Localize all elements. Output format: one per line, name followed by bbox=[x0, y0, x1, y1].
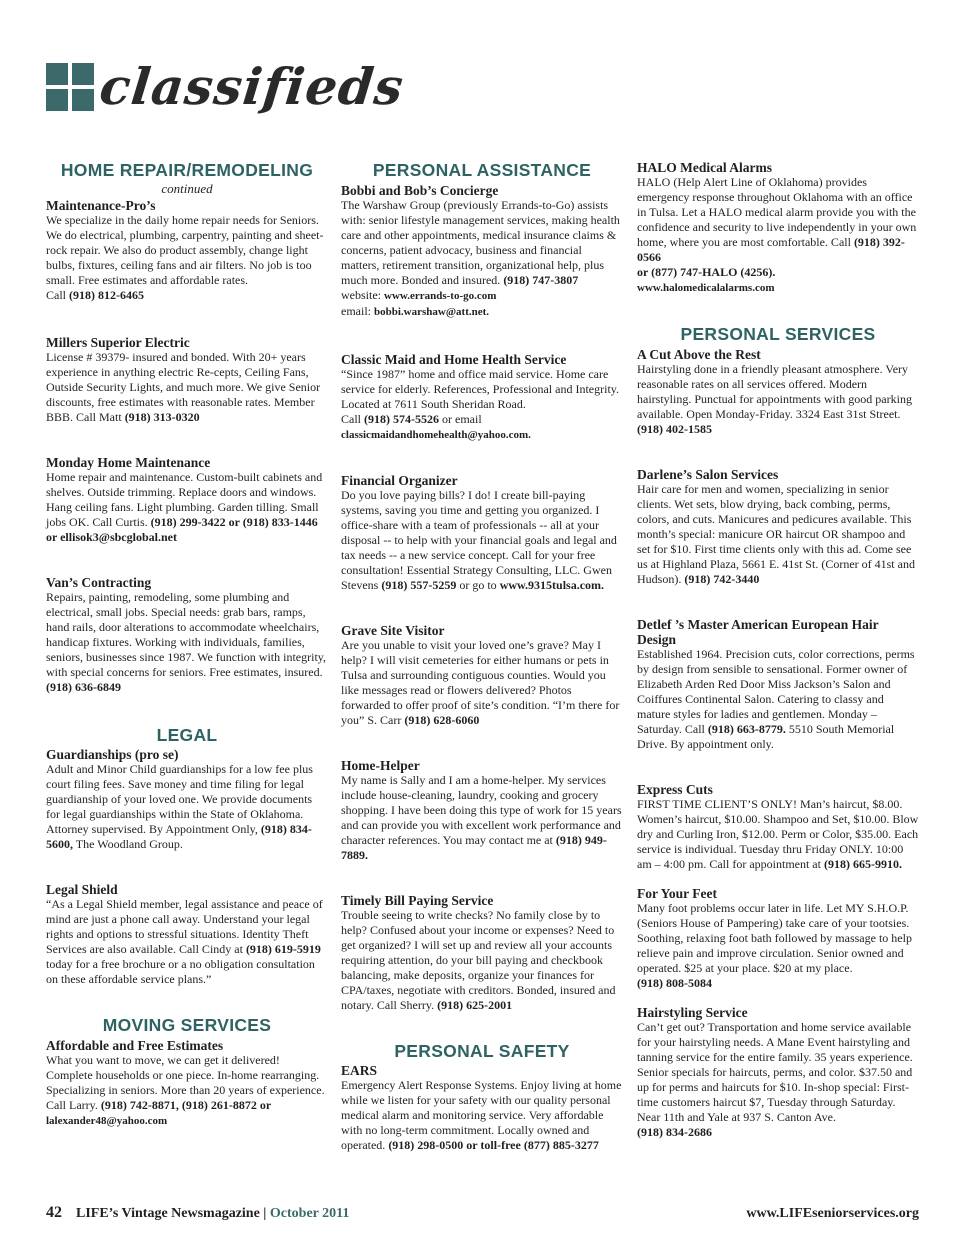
phone-number: (918) 808-5084 bbox=[637, 975, 712, 990]
listing-title: Maintenance-Pro’s bbox=[46, 197, 156, 213]
listing-body: “As a Legal Shield member, legal assistance and peace of mind are just a phone call away. Understand your legal rights and options to stressful situations. Identity Theft Services are also available. Call Cindy at (918) 619-5919 today for a free brochure or a no obligation consultation on these affordable service plans.” bbox=[46, 897, 323, 986]
website-link: www.halomedicalalarms.com bbox=[637, 282, 775, 294]
listing bbox=[341, 1063, 623, 1153]
listing-title: Darlene’s Salon Services bbox=[637, 466, 779, 482]
section-heading: MOVING SERVICES bbox=[102, 1015, 272, 1035]
listing-body: Home repair and maintenance. Custom-built cabinets and shelves. Outside trimming. Replace doors and windows. Hang ceiling fans. Light plumbing. Garden tilling. Small jobs OK. Call Curtis. (918) 299-3422 or (918) 833-1446 or ellisok3@sbcglobal.net bbox=[46, 469, 323, 544]
page-number: 42 bbox=[46, 1204, 62, 1221]
grid-logo-icon bbox=[46, 63, 94, 111]
listing-body: What you want to move, we can get it delivered! Complete households or one piece. In-home rearranging. Specializing in seniors. More than 20 years of experience. Call Larry. (918) 742-8871, (918) 261-8872 or lalexander48@yahoo.com bbox=[46, 1052, 325, 1127]
listing bbox=[637, 160, 919, 296]
listing-body: Many foot problems occur later in life. Let MY S.H.O.P. (Seniors House of Pampering) take care of your tootsies. Soothing, relaxing foot bath followed by massage to help relieve pain and improve circulation. Senior owned and operated. $25 at your place. $20 at my place. (918) 808-5084 bbox=[637, 900, 912, 990]
listing bbox=[46, 575, 328, 695]
listing-title: Home-Helper bbox=[341, 757, 420, 773]
phone-number: (918) 834-2686 bbox=[637, 1124, 712, 1139]
listing-title: Monday Home Maintenance bbox=[46, 454, 211, 470]
listing-body: License # 39379- insured and bonded. With 20+ years experience in anything electric Re-cepts, Ceiling Fans, Outside Security Lights, and much more. We give Senior discounts, free estimates with reasonable rates. Member BBB. Call Matt (918) 313-0320 bbox=[46, 349, 321, 424]
page-title: classifieds bbox=[96, 57, 407, 116]
email-address: classicmaidandhomehealth@yahoo.com. bbox=[341, 428, 531, 441]
listing-body: The Warshaw Group (previously Errands-to-Go) assists with: senior lifestyle management services, making health care and other appointments, medical insurance claims & concerns, patient advocacy, business and financial matters, retirement transition, organizational help, plus much more. Bonded and insured. (918) 747-3807 website: www.errands-to-go.com email: bobbi.warshaw@att.net. bbox=[341, 197, 620, 318]
issue-date: October 2011 bbox=[269, 1206, 350, 1221]
listing bbox=[637, 1005, 919, 1140]
footer-website-link[interactable]: www.LIFEseniorservices.org bbox=[746, 1206, 919, 1221]
listing bbox=[637, 782, 919, 872]
listing bbox=[46, 455, 328, 545]
listing-body: Repairs, painting, remodeling, some plumbing and electrical, small jobs. Special needs: grab bars, ramps, hand rails, door alterations to accommodate wheelchairs, handicap fixtures. Working with individuals, families, seniors, businesses since 1987. We function with integrity, with special concerns for seniors. Free estimates, insured. (918) 636-6849 bbox=[46, 589, 326, 694]
listing-title: Express Cuts bbox=[637, 781, 713, 797]
listing bbox=[341, 183, 623, 320]
listing-body: FIRST TIME CLIENT’S ONLY! Man’s haircut, $8.00. Women’s haircut, $10.00. Shampoo and Set, $10.00. Blow dry and Curling Iron, $12.00. Perm or Color, $35.00. Each service is individual. Tuesday thru Friday ONLY. 10:00 am – 4:00 pm. Call for appointment at (918) 665-9910. bbox=[637, 796, 919, 871]
phone-number: (918) 742-8871, (918) 261-8872 or bbox=[100, 1097, 272, 1112]
column-1 bbox=[46, 150, 328, 1129]
phone-number-alt: or (877) 747-HALO (4256). bbox=[637, 265, 776, 279]
listing-title: Grave Site Visitor bbox=[341, 622, 445, 638]
listing-title: Affordable and Free Estimates bbox=[46, 1037, 224, 1053]
listing-title: A Cut Above the Rest bbox=[637, 346, 761, 362]
listing-title: Timely Bill Paying Service bbox=[341, 892, 494, 908]
listing-body: “Since 1987” home and office maid service. Home care service for elderly. References, Professional and Integrity. Located at 7611 South Sheridan Road. Call (918) 574-5526 or email classicmaidandhomehealth@yahoo.com. bbox=[341, 366, 619, 441]
listing-body: Hairstyling done in a friendly pleasant atmosphere. Very reasonable rates on all services offered. Modern hairstyling. Punctual for appointments with good parking available. Open Monday-Friday. 3324 East 31st Street. (918) 402-1585 bbox=[637, 361, 912, 436]
listing bbox=[637, 886, 919, 991]
phone-number: (918) 557-5259 bbox=[381, 577, 457, 592]
phone-number: (918) 663-8779. bbox=[707, 721, 786, 736]
phone-number: (918) 402-1585 bbox=[637, 421, 712, 436]
listing-title: Bobbi and Bob’s Concierge bbox=[341, 182, 499, 198]
phone-number: (918) 742-3440 bbox=[684, 571, 760, 586]
phone-number: (918) 313-0320 bbox=[124, 409, 200, 424]
listing-body: HALO (Help Alert Line of Oklahoma) provides emergency response throughout Oklahoma with an office in Tulsa. Let a HALO medical alarm provide you with the confidence and security to live independently in your own home, where you are most comfortable. Call (918) 392-0566 or (877) 747-HALO (4256). www.halomedicalalarms.com bbox=[637, 175, 917, 294]
listing-title: Guardianships (pro se) bbox=[46, 747, 179, 762]
listing-title: EARS bbox=[341, 1063, 378, 1078]
listing-title: Detlef ’s Master American European Hair Design bbox=[637, 616, 879, 647]
listing-body: Do you love paying bills? I do! I create bill-paying systems, saving you time and getting you organized. I office-share with a team of professionals -- all at your disposal -- to help with your financial goals and legal and tax needs -- a new service concept. Call for your free consultation! Essential Strategy Consulting, LLC. Gwen Stevens (918) 557-5259 or go to www.9315tulsa.com. bbox=[341, 487, 617, 592]
website-link: www.9315tulsa.com. bbox=[499, 577, 605, 592]
phone-number: (918) 299-3422 or (918) 833-1446 or ellisok3@sbcglobal.net bbox=[46, 514, 318, 544]
listing-title: Hairstyling Service bbox=[637, 1004, 748, 1020]
phone-number: (918) 392-0566 bbox=[637, 235, 905, 264]
listing bbox=[341, 758, 623, 863]
phone-number: (918) 665-9910. bbox=[823, 856, 902, 871]
listing-title: Van’s Contracting bbox=[46, 574, 152, 590]
phone-number: (918) 619-5919 bbox=[245, 942, 321, 956]
phone-number: (918) 834-5600, bbox=[46, 822, 312, 851]
listing-body: Hair care for men and women, specializing in senior clients. Wet sets, blow drying, back combing, perms, colors, and cuts. Manicures and pedicures available. This month’s special: manicure OR haircut OR shampoo and set for $10. First time clients only with this ad. Come see us at Highland Plaza, 5661 E. 41st St. (Corner of 41st and Hudson). (918) 742-3440 bbox=[637, 481, 915, 586]
page-footer bbox=[46, 1204, 919, 1224]
phone-number: (918) 949-7889. bbox=[341, 832, 607, 862]
listing-body: Are you unable to visit your loved one’s grave? May I help? I will visit cemeteries for either humans or pets in Tulsa and surrounding contiguous counties. Would you like messages read or flowers delivered? Photos forwarded to offer proof of site’s condition. “I’m there for you” S. Carr (918) 628-6060 bbox=[341, 637, 620, 727]
phone-number: (918) 812-6465 bbox=[69, 287, 144, 302]
listing bbox=[637, 347, 919, 437]
listing bbox=[341, 473, 623, 593]
email-address: bobbi.warshaw@att.net. bbox=[374, 305, 490, 318]
listing bbox=[46, 335, 328, 425]
listing-body: Trouble seeing to write checks? No family close by to help? Confused about your income or expenses? Need to get organized? I will set up and review all your accounts requiring attention, do your bill paying and checkbook balancing, make deposits, organize your finances for CPA/taxes, negotiate with creditors. Bonded, insured and notary. Call Sherry. (918) 625-2001 bbox=[341, 907, 616, 1012]
listing-body: Adult and Minor Child guardianships for a low fee plus court filing fees. Save money and time filing for legal guardianship of your loved one. We provide documents for legal guardianships within the State of Oklahoma. Attorney supervised. By Appointment Only, (918) 834-5600, The Woodland Group. bbox=[46, 762, 313, 851]
phone-number: (918) 625-2001 bbox=[437, 997, 513, 1012]
masthead bbox=[46, 52, 407, 122]
listing-body: My name is Sally and I am a home-helper. My services include house-cleaning, laundry, cooking and grocery shopping. I have been doing this type of work for 15 years and can provide you with excellent work performance and character references. You may contact me at (918) 949-7889. bbox=[341, 772, 622, 862]
section-heading: LEGAL bbox=[156, 724, 218, 745]
listing-body: We specialize in the daily home repair needs for Seniors. We do electrical, plumbing, carpentry, painting and sheet-rock repair. We also do product assembly, change light bulbs, fixtures, ceiling fans and air filters. No job is too small. Free estimates and affordable rates. Call (918) 812-6465 bbox=[46, 212, 324, 302]
listing bbox=[341, 623, 623, 728]
phone-number: (918) 574-5526 bbox=[364, 411, 439, 426]
listing-body: Emergency Alert Response Systems. Enjoy living at home while we listen for your safety with our quality personal medical alarm and monitoring service. Very affordable with no long-term commitment. Locally owned and operated. (918) 298-0500 or toll-free (877) 885-3277 bbox=[341, 1078, 622, 1152]
listing-body: Can’t get out? Transportation and home service available for your hairstyling needs. A Mane Event hairstyling and tanning service for the entire family. 35 years experience. Senior specials for haircuts, perms, and color. $37.50 and up for perms and haircuts for $10. In-shop special: First-time customers haircut $7, Tuesday through Saturday. Near 11th and Yale at 937 S. Canton Ave. (918) 834-2686 bbox=[637, 1019, 913, 1139]
phone-number: (918) 628-6060 bbox=[404, 712, 480, 727]
listing-title: HALO Medical Alarms bbox=[637, 160, 772, 175]
website-link: www.errands-to-go.com bbox=[384, 289, 497, 302]
listing-title: Classic Maid and Home Health Service bbox=[341, 351, 567, 367]
phone-number: (918) 298-0500 or toll-free (877) 885-3277 bbox=[388, 1138, 599, 1152]
phone-number: (918) 747-3807 bbox=[503, 272, 579, 287]
magazine-name: LIFE’s Vintage Newsmagazine | bbox=[76, 1206, 267, 1221]
listing-title: For Your Feet bbox=[637, 885, 717, 901]
listing bbox=[341, 893, 623, 1013]
listing-title: Millers Superior Electric bbox=[46, 334, 190, 350]
section-heading: PERSONAL ASSISTANCE bbox=[372, 160, 592, 180]
email-address: lalexander48@yahoo.com bbox=[46, 1114, 168, 1127]
phone-number: (918) 636-6849 bbox=[46, 679, 121, 694]
section-heading: PERSONAL SERVICES bbox=[680, 324, 876, 344]
listing bbox=[341, 352, 623, 443]
section-heading: PERSONAL SAFETY bbox=[394, 1040, 570, 1061]
listing bbox=[46, 882, 328, 987]
listing bbox=[46, 747, 328, 852]
listing bbox=[637, 617, 919, 752]
column-2 bbox=[341, 150, 623, 1153]
section-heading: HOME REPAIR/REMODELING bbox=[60, 160, 314, 180]
listing-title: Financial Organizer bbox=[341, 472, 458, 488]
listing bbox=[46, 1038, 328, 1129]
continued-label: continued bbox=[161, 180, 213, 196]
listing bbox=[46, 198, 328, 303]
column-3 bbox=[637, 150, 919, 1140]
listing bbox=[637, 467, 919, 587]
listing-title: Legal Shield bbox=[46, 882, 118, 897]
listing-body: Established 1964. Precision cuts, color corrections, perms by design from sensible to sensational. Former owner of Elizabeth Arden Red Door Miss Jackson’s Salon and Coiffures Continental Salon. Catering to classy and mature styles for ladies and gentlemen. Monday – Saturday. Call (918) 663-8779. 5510 South Memorial Drive. By appointment only. bbox=[637, 646, 915, 751]
